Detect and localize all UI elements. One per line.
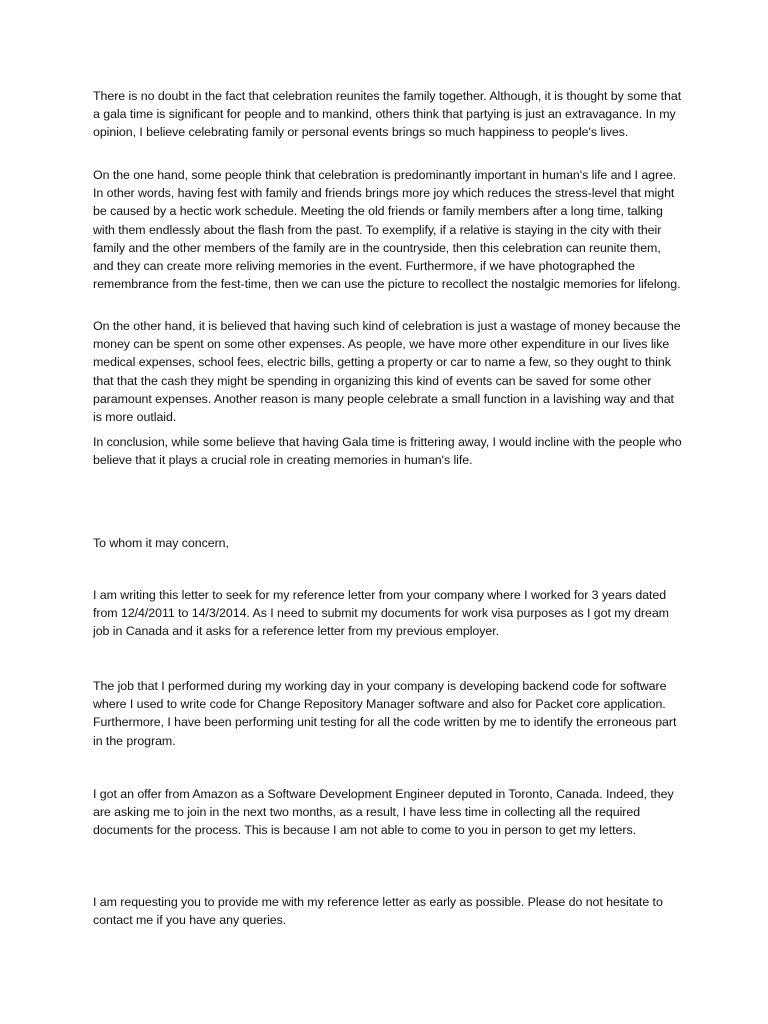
essay-paragraph-intro: There is no doubt in the fact that celebration reunites the family together. Although, it is thought by some that a gala time is significant for people and to mankind, others think that partying is just an extravagance. In my opinion, I believe celebrating family or personal events brings so much happiness to people's lives. bbox=[93, 89, 682, 140]
letter-salutation: To whom it may concern, bbox=[93, 536, 229, 550]
letter-paragraph-offer: I got an offer from Amazon as a Software Development Engineer deputed in Toronto, Canada. Indeed, they are asking me to join in the next two months, as a result, I have less time in collecting all the required documents for the process. This is because I am not able to come to you in person to get my letters. bbox=[93, 787, 674, 838]
essay-paragraph-conclusion: In conclusion, while some believe that having Gala time is frittering away, I would incline with the people who believe that it plays a crucial role in creating memories in human's life. bbox=[93, 435, 682, 468]
letter-paragraph-job: The job that I performed during my working day in your company is developing backend code for software where I used to write code for Change Repository Manager software and also for Packet core application. Furthermore, I have been performing unit testing for all the code written by me to identify the erroneous part in the program. bbox=[93, 679, 677, 748]
essay-paragraph-against: On the other hand, it is believed that having such kind of celebration is just a wastage of money because the money can be spent on some other expenses. As people, we have more other expenditure in our lives like medical expenses, school fees, electric bills, getting a property or car to name a few, so they ought to think that that the cash they might be spending in organizing this kind of events can be saved for some other paramount expenses. Another reason is many people celebrate a small function in a lavishing way and that is more outlaid. bbox=[93, 319, 681, 425]
letter-paragraph-closing: I am requesting you to provide me with my reference letter as early as possible. Please do not hesitate to contact me if you have any queries. bbox=[93, 895, 663, 928]
essay-paragraph-for: On the one hand, some people think that celebration is predominantly important in human's life and I agree. In other words, having fest with family and friends brings more joy which reduces the stress-level that might be caused by a hectic work schedule. Meeting the old friends or family members after a long time, talking with them endlessly about the flash from the past. To exemplify, if a relative is staying in the city with their family and the other members of the family are in the countryside, then this celebration can reunite them, and they can create more reliving memories in the event. Furthermore, if we have photographed the remembrance from the fest-time, then we can use the picture to recollect the nostalgic memories for lifelong. bbox=[93, 168, 681, 292]
letter-paragraph-request: I am writing this letter to seek for my reference letter from your company where I worked for 3 years dated from 12/4/2011 to 14/3/2014. As I need to submit my documents for work visa purposes as I got my dream job in Canada and it asks for a reference letter from my previous employer. bbox=[93, 588, 669, 639]
